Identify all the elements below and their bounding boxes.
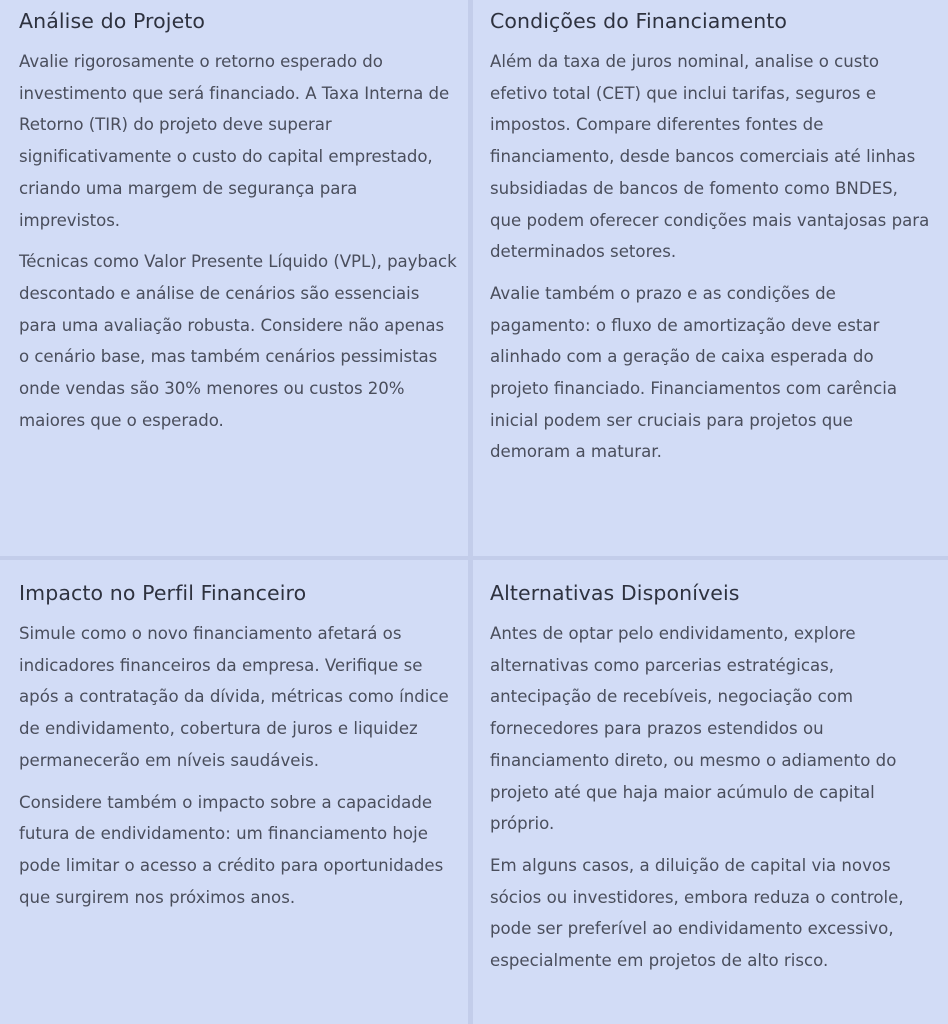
section-paragraph: Em alguns casos, a diluição de capital via novos sócios ou investidores, embora reduza o controle, pode ser preferível ao endividamento excessivo, especialmente em projetos de alto risco.	[490, 855, 904, 971]
section-title: Análise do Projeto	[19, 9, 206, 33]
section-paragraph: Técnicas como Valor Presente Líquido (VPL), payback descontado e análise de cenários são essenciais para uma avaliação robusta. Considere não apenas o cenário base, mas também cenários pessimistas onde vendas são 30% menores ou custos 20% maiores que o esperado.	[19, 252, 457, 430]
section-title: Condições do Financiamento	[490, 9, 788, 33]
section-paragraph: Simule como o novo financiamento afetará os indicadores financeiros da empresa. Verifique se após a contratação da dívida, métricas como índice de endividamento, cobertura de juros e liquidez permanecerão em níveis saudáveis.	[19, 624, 449, 770]
section-title: Alternativas Disponíveis	[490, 581, 740, 605]
vertical-divider	[468, 0, 473, 1024]
section-impacto-perfil	[19, 572, 459, 913]
section-paragraph: Antes de optar pelo endividamento, explore alternativas como parcerias estratégicas, antecipação de recebíveis, negociação com fornecedores para prazos estendidos ou financiamento direto, ou mesmo o adiamento do projeto até que haja maior acúmulo de capital próprio.	[490, 624, 897, 834]
section-paragraph: Avalie também o prazo e as condições de pagamento: o fluxo de amortização deve estar alinhado com a geração de caixa esperada do projeto financiado. Financiamentos com carência inicial podem ser cruciais para projetos que demoram a maturar.	[490, 283, 898, 462]
section-analise-projeto	[19, 0, 459, 436]
section-condicoes-financiamento	[490, 0, 930, 468]
horizontal-divider	[0, 556, 948, 560]
section-paragraph: Além da taxa de juros nominal, analise o custo efetivo total (CET) que inclui tarifas, seguros e impostos. Compare diferentes fontes de financiamento, desde bancos comerciais até linhas subsidiadas de bancos de fomento como BNDES, que podem oferecer condições mais vantajosas para determinados setores.	[490, 52, 930, 262]
section-paragraph: Avalie rigorosamente o retorno esperado do investimento que será financiado. A Taxa Interna de Retorno (TIR) do projeto deve superar significativamente o custo do capital emprestado, criando uma margem de segurança para imprevistos.	[19, 52, 450, 230]
section-paragraph: Considere também o impacto sobre a capacidade futura de endividamento: um financiamento hoje pode limitar o acesso a crédito para oportunidades que surgirem nos próximos anos.	[19, 792, 444, 907]
section-title: Impacto no Perfil Financeiro	[19, 581, 307, 605]
section-alternativas	[490, 572, 930, 977]
